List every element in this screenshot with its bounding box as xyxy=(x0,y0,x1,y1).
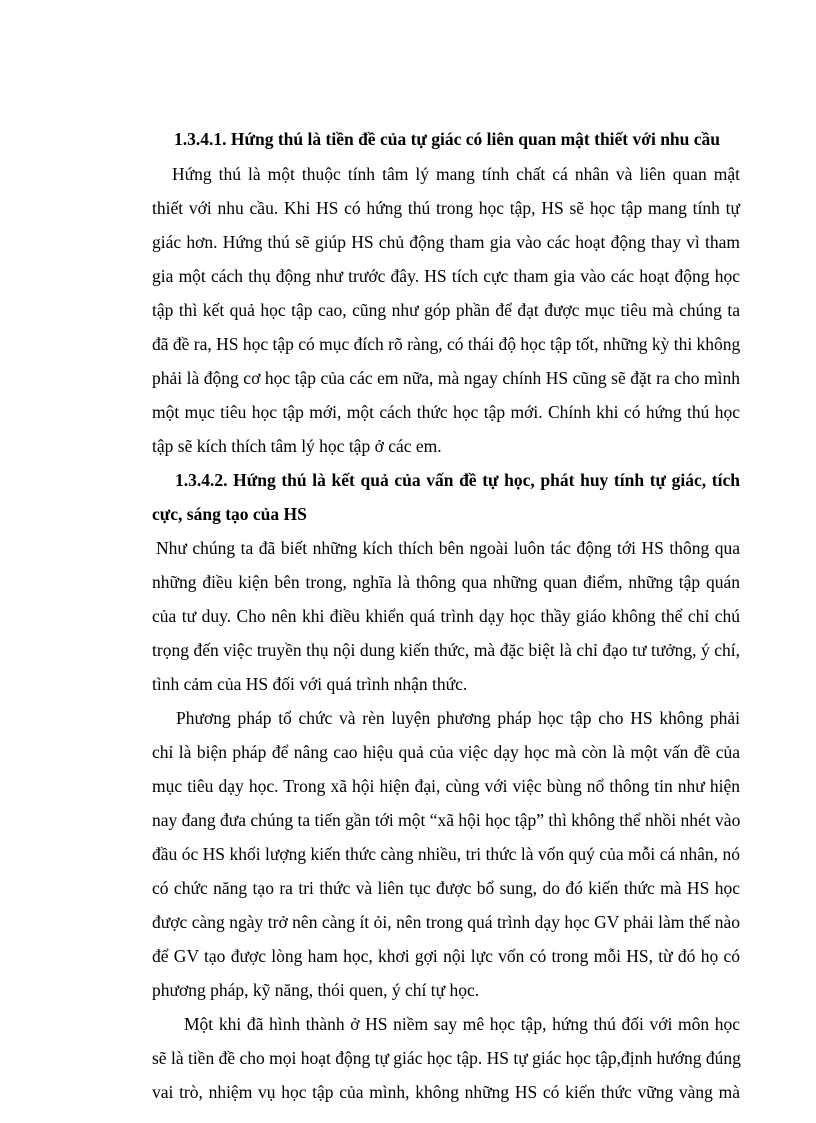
paragraph-line: Phương pháp tổ chức và rèn luyện phương pháp học tập cho HS không phải xyxy=(176,708,740,728)
paragraph-line: Như chúng ta đã biết những kích thích bên ngoài luôn tác động tới HS thông qua xyxy=(156,538,740,558)
paragraph-line: những điều kiện bên trong, nghĩa là thông qua những quan điểm, những tập quán xyxy=(152,572,740,592)
paragraph-line: của tư duy. Cho nên khi điều khiển quá trình dạy học thầy giáo không thể chỉ chú xyxy=(152,606,740,626)
paragraph-line: Một khi đã hình thành ở HS niềm say mê học tập, hứng thú đối với môn học xyxy=(184,1014,740,1034)
paragraph-line: giác hơn. Hứng thú sẽ giúp HS chủ động tham gia vào các hoạt động thay vì tham xyxy=(152,232,740,252)
paragraph-line: tập sẽ kích thích tâm lý học tập ở các em. xyxy=(152,436,442,456)
paragraph-line: gia một cách thụ động như trước đây. HS tích cực tham gia vào các hoạt động học xyxy=(152,266,740,286)
paragraph-line: đầu óc HS khối lượng kiến thức càng nhiều, tri thức là vốn quý của mỗi cá nhân, nó xyxy=(152,844,740,864)
paragraph-line: có chức năng tạo ra tri thức và liên tục được bổ sung, do đó kiến thức mà HS học xyxy=(152,878,740,898)
paragraph-line: sẽ là tiền đề cho mọi hoạt động tự giác học tập. HS tự giác học tập,định hướng đúng xyxy=(152,1048,741,1068)
paragraph-line: nay đang đưa chúng ta tiến gần tới một “xã hội học tập” thì không thể nhồi nhét vào xyxy=(152,810,741,830)
paragraph-line: phải là động cơ học tập của các em nữa, mà ngay chính HS cũng sẽ đặt ra cho mình xyxy=(152,368,740,388)
paragraph-line: được càng ngày trở nên càng ít ỏi, nên trong quá trình dạy học GV phải làm thế nào xyxy=(152,912,740,932)
paragraph-line: tình cảm của HS đối với quá trình nhận thức. xyxy=(152,674,468,694)
section-heading-1341: 1.3.4.1. Hứng thú là tiền đề của tự giác có liên quan mật thiết với nhu cầu xyxy=(174,129,721,149)
paragraph-line: phương pháp, kỹ năng, thói quen, ý chí tự học. xyxy=(152,980,480,1000)
paragraph-line: tập thì kết quả học tập cao, cũng như góp phần để đạt được mục tiêu mà chúng ta xyxy=(152,300,740,320)
section-heading-1342: 1.3.4.2. Hứng thú là kết quả của vấn đề tự học, phát huy tính tự giác, tích xyxy=(175,470,740,490)
paragraph-line: để GV tạo được lòng ham học, khơi gợi nội lực vốn có trong mỗi HS, từ đó họ có xyxy=(152,946,740,966)
paragraph-line: một mục tiêu học tập mới, một cách thức học tập mới. Chính khi có hứng thú học xyxy=(152,402,740,422)
paragraph-line: vai trò, nhiệm vụ học tập của mình, không những HS có kiến thức vững vàng mà xyxy=(152,1082,740,1102)
paragraph-line: mục tiêu dạy học. Trong xã hội hiện đại, cùng với việc bùng nổ thông tin như hiện xyxy=(152,776,740,796)
paragraph-line: chỉ là biện pháp để nâng cao hiệu quả của việc dạy học mà còn là một vấn đề của xyxy=(152,742,740,762)
paragraph-line: đã đề ra, HS học tập có mục đích rõ ràng, có thái độ học tập tốt, những kỳ thi không xyxy=(152,334,741,354)
paragraph-line: thiết với nhu cầu. Khi HS có hứng thú trong học tập, HS sẽ học tập mang tính tự xyxy=(152,198,740,218)
paragraph-line: Hứng thú là một thuộc tính tâm lý mang tính chất cá nhân và liên quan mật xyxy=(172,164,740,184)
section-heading-1342-cont: cực, sáng tạo của HS xyxy=(152,504,307,524)
paragraph-line: trọng đến việc truyền thụ nội dung kiến thức, mà đặc biệt là chỉ đạo tư tưởng, ý chí, xyxy=(152,640,740,660)
